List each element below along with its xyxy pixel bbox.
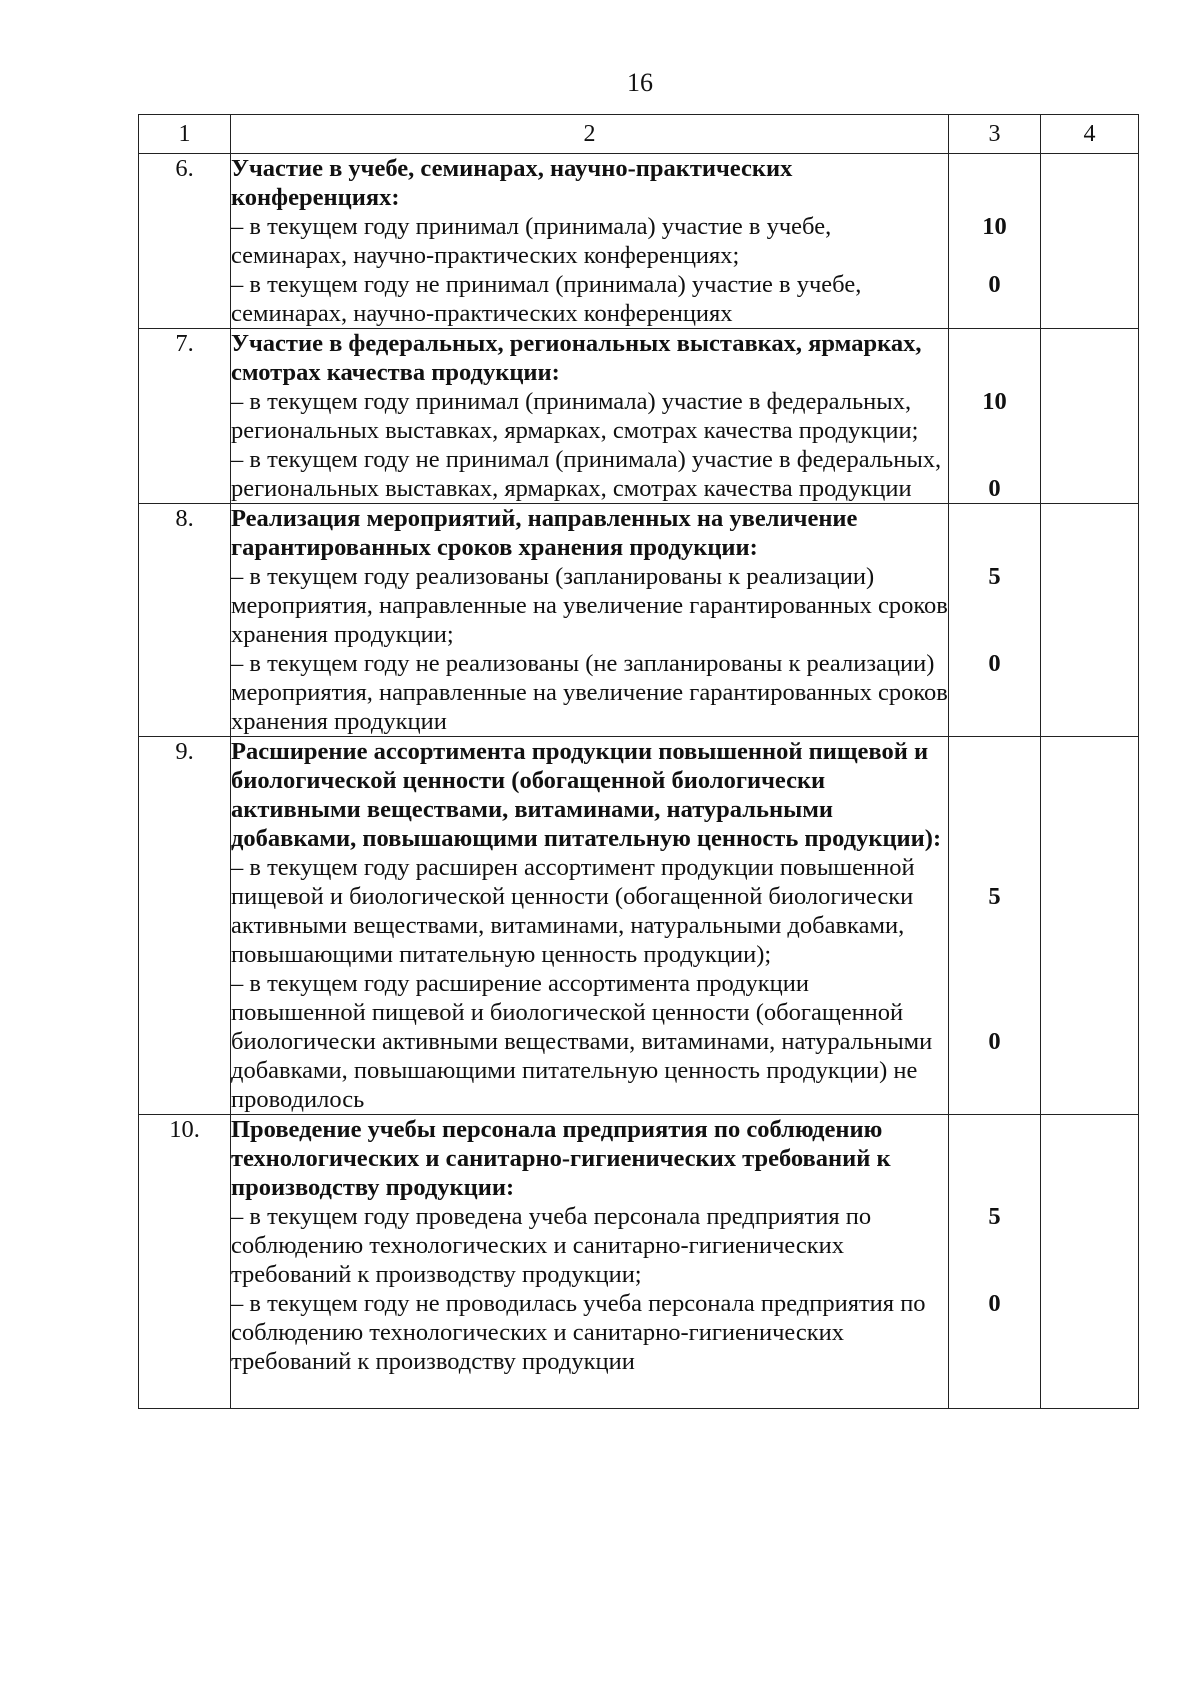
- score-cell: [949, 154, 1041, 329]
- score-value: 5: [988, 1203, 1001, 1230]
- table-row: [139, 1115, 1139, 1409]
- table-row: [139, 154, 1139, 329]
- column-header: 4: [1041, 115, 1139, 154]
- score-value: 0: [988, 650, 1001, 677]
- table-row: [139, 329, 1139, 504]
- criterion-text: [231, 1115, 949, 1409]
- score-cell: [949, 329, 1041, 504]
- criterion-option: – в текущем году реализованы (запланированы к реализации) мероприятия, направленные на увеличение гарантированных сроков хранения продукции;: [231, 563, 948, 648]
- column-header: 3: [949, 115, 1041, 154]
- criterion-option: – в текущем году расширение ассортимента продукции повышенной пищевой и биологической ценности (обогащенной биологически активными веществами, витаминами, натуральными добавками, повышающими питательную ценность продукции) не проводилось: [231, 970, 933, 1113]
- criterion-option: – в текущем году проведена учеба персонала предприятия по соблюдению технологических и санитарно-гигиенических требований к производству продукции;: [231, 1203, 872, 1288]
- score-value: 0: [988, 1290, 1001, 1317]
- criterion-heading: Участие в федеральных, региональных выставках, ярмарках, смотрах качества продукции:: [231, 330, 922, 386]
- empty-cell: [1041, 1115, 1139, 1409]
- criterion-option: – в текущем году принимал (принимала) участие в федеральных, региональных выставках, ярмарках, смотрах качества продукции;: [231, 388, 919, 444]
- criterion-option: – в текущем году не принимал (принимала) участие в федеральных, региональных выставках, ярмарках, смотрах качества продукции: [231, 446, 942, 502]
- criterion-heading: Участие в учебе, семинарах, научно-практических конференциях:: [231, 155, 793, 211]
- criterion-option: – в текущем году не проводилась учеба персонала предприятия по соблюдению технологических и санитарно-гигиенических требований к производству продукции: [231, 1290, 926, 1375]
- score-value: 5: [988, 563, 1001, 590]
- criterion-heading: Реализация мероприятий, направленных на увеличение гарантированных сроков хранения продукции:: [231, 505, 858, 561]
- score-cell: [949, 737, 1041, 1115]
- row-number: 10.: [139, 1115, 231, 1409]
- criterion-option: – в текущем году не реализованы (не запланированы к реализации) мероприятия, направленные на увеличение гарантированных сроков хранения продукции: [231, 650, 948, 735]
- criterion-text: [231, 329, 949, 504]
- criterion-text: [231, 154, 949, 329]
- criteria-table: [138, 114, 1139, 1409]
- empty-cell: [1041, 154, 1139, 329]
- empty-cell: [1041, 737, 1139, 1115]
- criterion-text: [231, 737, 949, 1115]
- score-value: 10: [982, 388, 1007, 415]
- criterion-option: – в текущем году расширен ассортимент продукции повышенной пищевой и биологической ценности (обогащенной биологически активными веществами, витаминами, натуральными добавками, повышающими питательную ценность продукции);: [231, 854, 915, 968]
- row-number: 8.: [139, 504, 231, 737]
- table-header-row: [139, 115, 1139, 154]
- criterion-option: – в текущем году не принимал (принимала) участие в учебе, семинарах, научно-практических конференциях: [231, 271, 862, 327]
- empty-cell: [1041, 504, 1139, 737]
- criterion-text: [231, 504, 949, 737]
- page-number: 16: [627, 68, 653, 97]
- score-cell: [949, 504, 1041, 737]
- table-row: [139, 504, 1139, 737]
- score-value: 10: [982, 213, 1007, 240]
- score-value: 0: [988, 475, 1001, 502]
- criterion-heading: Расширение ассортимента продукции повышенной пищевой и биологической ценности (обогащенной биологически активными веществами, витаминами, натуральными добавками, повышающими питательную ценность продукции):: [231, 738, 942, 852]
- score-value: 5: [988, 883, 1001, 910]
- row-number: 9.: [139, 737, 231, 1115]
- column-header: 1: [139, 115, 231, 154]
- score-value: 0: [988, 1028, 1001, 1055]
- score-value: 0: [988, 271, 1001, 298]
- column-header: 2: [231, 115, 949, 154]
- score-cell: [949, 1115, 1041, 1409]
- row-number: 6.: [139, 154, 231, 329]
- table-row: [139, 737, 1139, 1115]
- empty-cell: [1041, 329, 1139, 504]
- criterion-heading: Проведение учебы персонала предприятия по соблюдению технологических и санитарно-гигиенических требований к производству продукции:: [231, 1116, 891, 1201]
- criterion-option: – в текущем году принимал (принимала) участие в учебе, семинарах, научно-практических конференциях;: [231, 213, 832, 269]
- row-number: 7.: [139, 329, 231, 504]
